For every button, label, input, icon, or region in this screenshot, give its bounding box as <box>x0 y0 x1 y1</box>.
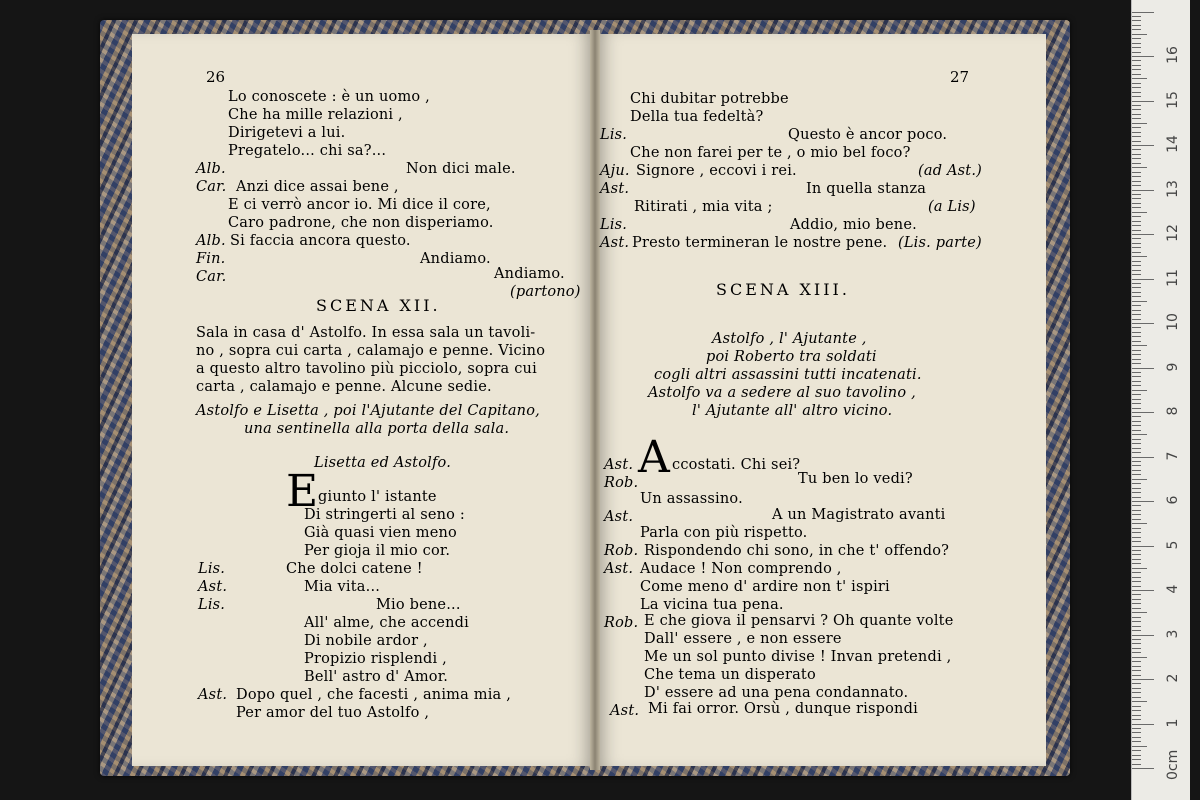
ruler-tick <box>1132 430 1141 431</box>
verse-line: E ci verrò ancor io. Mi dice il core, <box>228 197 491 213</box>
ruler-tick <box>1132 439 1141 440</box>
ruler-tick <box>1132 279 1154 280</box>
ruler-tick <box>1132 101 1154 102</box>
ruler-tick <box>1132 661 1141 662</box>
ruler-tick <box>1132 412 1154 413</box>
ruler-tick <box>1132 394 1141 395</box>
ruler-tick <box>1132 190 1154 191</box>
ruler-tick <box>1132 630 1141 631</box>
verse-line: Dirigetevi a lui. <box>228 125 346 141</box>
ruler-tick <box>1132 465 1141 466</box>
ruler-tick <box>1132 52 1141 53</box>
ruler-tick <box>1132 652 1141 653</box>
ruler-tick <box>1132 221 1141 222</box>
ruler-tick <box>1132 461 1141 462</box>
ruler-tick <box>1132 474 1141 475</box>
ruler-tick <box>1132 675 1141 676</box>
ruler-tick <box>1132 443 1141 444</box>
verse-line: Anzi dice assai bene , <box>236 179 399 195</box>
ruler-tick <box>1132 421 1141 422</box>
ruler-tick <box>1132 608 1141 609</box>
speaker-label: Rob. <box>604 475 639 491</box>
verse-line: Signore , eccovi i rei. <box>636 163 797 179</box>
ruler-number: 1 <box>1165 718 1181 727</box>
ruler-tick <box>1132 666 1141 667</box>
verse-line: E che giova il pensarvi ? Oh quante volte <box>644 613 954 629</box>
verse-line: Che tema un disperato <box>644 667 816 683</box>
ruler-tick <box>1132 559 1141 560</box>
ruler-tick <box>1132 715 1141 716</box>
speaker-label: Ast. <box>604 509 634 525</box>
ruler-tick <box>1132 741 1141 742</box>
ruler-number: 0cm <box>1165 749 1181 780</box>
ruler-tick <box>1132 683 1141 684</box>
ruler-tick <box>1132 310 1141 311</box>
ruler-tick <box>1132 550 1141 551</box>
verse-line: Per gioja il mio cor. <box>304 543 451 559</box>
verse-line: Audace ! Non comprendo , <box>640 561 842 577</box>
ruler-tick <box>1132 457 1154 458</box>
ruler-tick <box>1132 599 1141 600</box>
verse-line: A un Magistrato avanti <box>772 507 946 523</box>
verse-line: Tu ben lo vedi? <box>798 471 913 487</box>
ruler-tick <box>1132 198 1141 199</box>
ruler-tick <box>1132 519 1141 520</box>
stage-direction: (ad Ast.) <box>918 163 982 179</box>
ruler-tick <box>1132 314 1141 315</box>
verse-line: Addio, mio bene. <box>790 217 917 233</box>
speaker-label: Lis. <box>198 561 226 577</box>
ruler-tick <box>1132 577 1141 578</box>
verse-line: Pregatelo... chi sa?... <box>228 143 387 159</box>
ruler-tick <box>1132 390 1147 391</box>
ruler-tick <box>1132 648 1141 649</box>
speaker-label: Rob. <box>604 543 639 559</box>
ruler-tick <box>1132 759 1141 760</box>
verse-line: All' alme, che accendi <box>304 615 469 631</box>
ruler-number: 15 <box>1165 90 1181 109</box>
ruler-tick <box>1132 34 1147 35</box>
ruler-tick <box>1132 332 1141 333</box>
ruler-tick <box>1132 470 1141 471</box>
verse-line: Che ha mille relazioni , <box>228 107 403 123</box>
ruler-tick <box>1132 732 1141 733</box>
ruler-tick <box>1132 225 1141 226</box>
ruler-tick <box>1132 287 1141 288</box>
verse-line: Già quasi vien meno <box>304 525 457 541</box>
speaker-label: Ast. <box>198 687 228 703</box>
ruler-tick <box>1132 74 1141 75</box>
ruler-number: 10 <box>1165 313 1181 331</box>
verse-line: Propizio risplendi , <box>304 651 447 667</box>
ruler-tick <box>1132 657 1147 658</box>
ruler-number: 6 <box>1165 495 1181 505</box>
characters-line: cogli altri assassini tutti incatenati. <box>654 367 922 383</box>
ruler-tick <box>1132 679 1154 680</box>
ruler-tick <box>1132 528 1141 529</box>
ruler-number: 2 <box>1165 673 1181 683</box>
ruler-tick <box>1132 47 1141 48</box>
ruler-tick <box>1132 728 1141 729</box>
drop-cap: E <box>286 466 319 517</box>
ruler-tick <box>1132 764 1141 765</box>
characters-line: Astolfo , l' Ajutante , <box>712 331 867 347</box>
ruler-tick <box>1132 181 1141 182</box>
ruler-tick <box>1132 158 1141 159</box>
speaker-label: Ast. <box>600 181 630 197</box>
scene-heading-xii: SCENA XII. <box>316 296 441 315</box>
measuring-ruler <box>1131 0 1190 800</box>
verse-line: Che dolci catene ! <box>286 561 423 577</box>
ruler-tick <box>1132 296 1141 297</box>
ruler-tick <box>1132 359 1141 360</box>
characters-line: una sentinella alla porta della sala. <box>244 421 510 437</box>
ruler-tick <box>1132 408 1141 409</box>
speaker-label: Car. <box>196 269 227 285</box>
ruler-tick <box>1132 43 1141 44</box>
speaker-label: Lis. <box>600 127 628 143</box>
ruler-tick <box>1132 586 1141 587</box>
ruler-tick <box>1132 230 1141 231</box>
ruler-tick <box>1132 563 1141 564</box>
ruler-tick <box>1132 590 1154 591</box>
verse-line: Parla con più rispetto. <box>640 525 808 541</box>
verse-line: Dopo quel , che facesti , anima mia , <box>236 687 512 703</box>
scene-heading-xiii: SCENA XIII. <box>716 280 850 299</box>
speaker-label: Alb. <box>196 161 226 177</box>
description-line: no , sopra cui carta , calamajo e penne. Vicino <box>196 343 546 359</box>
ruler-tick <box>1132 448 1141 449</box>
ruler-tick <box>1132 145 1154 146</box>
ruler-tick <box>1132 305 1141 306</box>
ruler-tick <box>1132 323 1154 324</box>
ruler-tick <box>1132 737 1141 738</box>
stage-direction: (partono) <box>510 284 581 300</box>
ruler-tick <box>1132 488 1141 489</box>
ruler-number: 16 <box>1165 46 1181 64</box>
ruler-tick <box>1132 25 1141 26</box>
ruler-tick <box>1132 336 1141 337</box>
ruler-tick <box>1132 65 1141 66</box>
ruler-tick <box>1132 372 1141 373</box>
ruler-tick <box>1132 621 1141 622</box>
speaker-label: Aju. <box>600 163 630 179</box>
ruler-tick <box>1132 194 1141 195</box>
description-line: Sala in casa d' Astolfo. In essa sala un tavoli- <box>196 325 536 341</box>
stage-direction: (a Lis) <box>928 199 976 215</box>
ruler-tick <box>1132 719 1141 720</box>
characters-line: Astolfo va a sedere al suo tavolino , <box>648 385 916 401</box>
ruler-tick <box>1132 692 1141 693</box>
ruler-tick <box>1132 643 1141 644</box>
verse-line: Rispondendo chi sono, in che t' offendo? <box>644 543 950 559</box>
ruler-tick <box>1132 483 1141 484</box>
ruler-tick <box>1132 688 1141 689</box>
verse-line: Ritirati , mia vita ; <box>634 199 773 215</box>
ruler-tick <box>1132 537 1141 538</box>
ruler-tick <box>1132 234 1154 235</box>
book-gutter <box>590 30 600 770</box>
ruler-tick <box>1132 568 1147 569</box>
ruler-tick <box>1132 368 1154 369</box>
speaker-label: Ast. <box>198 579 228 595</box>
ruler-tick <box>1132 274 1141 275</box>
ruler-number: 13 <box>1165 179 1181 198</box>
ruler-tick <box>1132 612 1147 613</box>
ruler-tick <box>1132 238 1141 239</box>
ruler-tick <box>1132 425 1141 426</box>
page-number-left: 26 <box>206 68 226 86</box>
ruler-tick <box>1132 639 1141 640</box>
verse-line: Andiamo. <box>420 251 491 267</box>
verse-line: D' essere ad una pena condannato. <box>644 685 909 701</box>
ruler-tick <box>1132 617 1141 618</box>
ruler-tick <box>1132 207 1141 208</box>
ruler-tick <box>1132 96 1141 97</box>
ruler-tick <box>1132 12 1154 13</box>
duet-header: Lisetta ed Astolfo. <box>314 455 452 471</box>
description-line: carta , calamajo e penne. Alcune sedie. <box>196 379 492 395</box>
ruler-tick <box>1132 381 1141 382</box>
ruler-tick <box>1132 603 1141 604</box>
ruler-tick <box>1132 163 1141 164</box>
speaker-label: Ast. <box>604 561 634 577</box>
ruler-tick <box>1132 109 1141 110</box>
verse-line: Caro padrone, che non disperiamo. <box>228 215 494 231</box>
verse-line: Me un sol punto divise ! Invan pretendi , <box>644 649 952 665</box>
ruler-tick <box>1132 581 1141 582</box>
description-line: a questo altro tavolino più picciolo, sopra cui <box>196 361 537 377</box>
ruler-tick <box>1132 724 1154 725</box>
ruler-tick <box>1132 546 1154 547</box>
speaker-label: Alb. <box>196 233 226 249</box>
ruler-tick <box>1132 385 1141 386</box>
ruler-tick <box>1132 38 1141 39</box>
ruler-tick <box>1132 29 1141 30</box>
speaker-label: Fin. <box>196 251 226 267</box>
ruler-tick <box>1132 327 1141 328</box>
verse-line: Non dici male. <box>406 161 516 177</box>
speaker-label: Rob. <box>604 615 639 631</box>
ruler-tick <box>1132 492 1141 493</box>
ruler-tick <box>1132 514 1141 515</box>
ruler-tick <box>1132 363 1141 364</box>
ruler-tick <box>1132 176 1141 177</box>
ruler-tick <box>1132 69 1141 70</box>
ruler-tick <box>1132 243 1141 244</box>
verse-line: Mio bene... <box>376 597 461 613</box>
ruler-tick <box>1132 670 1141 671</box>
verse-line: Chi dubitar potrebbe <box>630 91 789 107</box>
ruler-tick <box>1132 403 1141 404</box>
ruler-tick <box>1132 710 1141 711</box>
ruler-tick <box>1132 350 1141 351</box>
ruler-tick <box>1132 118 1141 119</box>
verse-line: Si faccia ancora questo. <box>230 233 411 249</box>
page-number-right: 27 <box>950 68 970 86</box>
ruler-tick <box>1132 56 1154 57</box>
speaker-label: Lis. <box>600 217 628 233</box>
ruler-tick <box>1132 203 1141 204</box>
verse-line: Questo è ancor poco. <box>788 127 948 143</box>
ruler-tick <box>1132 114 1141 115</box>
ruler-tick <box>1132 283 1141 284</box>
ruler-tick <box>1132 87 1141 88</box>
ruler-tick <box>1132 172 1141 173</box>
ruler-tick <box>1132 132 1141 133</box>
ruler-tick <box>1132 83 1141 84</box>
ruler-tick <box>1132 554 1141 555</box>
ruler-tick <box>1132 345 1147 346</box>
verse-line: Di stringerti al seno : <box>304 507 465 523</box>
verse-line: In quella stanza <box>806 181 927 197</box>
ruler-tick <box>1132 292 1141 293</box>
ruler-tick <box>1132 154 1141 155</box>
ruler-tick <box>1132 572 1141 573</box>
ruler-tick <box>1132 141 1141 142</box>
ruler-number: 8 <box>1165 406 1181 416</box>
verse-line: Di nobile ardor , <box>304 633 428 649</box>
speaker-label: Car. <box>196 179 227 195</box>
ruler-tick <box>1132 594 1141 595</box>
ruler-tick <box>1132 399 1141 400</box>
verse-line: Della tua fedeltà? <box>630 109 764 125</box>
ruler-number: 11 <box>1165 268 1181 287</box>
speaker-label: Ast. <box>604 457 634 473</box>
ruler-tick <box>1132 452 1141 453</box>
speaker-label: Ast. <box>600 235 630 251</box>
ruler-tick <box>1132 261 1141 262</box>
ruler-number: 12 <box>1165 224 1181 242</box>
verse-line: ccostati. Chi sei? <box>672 457 801 473</box>
ruler-tick <box>1132 105 1141 106</box>
verse-line: Che non farei per te , o mio bel foco? <box>630 145 911 161</box>
ruler-tick <box>1132 270 1141 271</box>
verse-line: Mia vita... <box>304 579 381 595</box>
verse-line: Presto termineran le nostre pene. <box>632 235 888 251</box>
ruler-tick <box>1132 127 1141 128</box>
ruler-tick <box>1132 497 1141 498</box>
speaker-label: Lis. <box>198 597 226 613</box>
ruler-tick <box>1132 20 1141 21</box>
ruler-tick <box>1132 301 1147 302</box>
ruler-number: 3 <box>1165 629 1181 638</box>
ruler-tick <box>1132 697 1141 698</box>
verse-line: Dall' essere , e non essere <box>644 631 842 647</box>
ruler-tick <box>1132 16 1141 17</box>
characters-line: poi Roberto tra soldati <box>706 349 877 365</box>
characters-line: l' Ajutante all' altro vicino. <box>692 403 893 419</box>
ruler-tick <box>1132 341 1141 342</box>
verse-line: Un assassino. <box>640 491 743 507</box>
drop-cap: A <box>638 432 670 483</box>
ruler-tick <box>1132 185 1141 186</box>
ruler-number: 5 <box>1165 540 1181 549</box>
ruler-number: 4 <box>1165 584 1181 594</box>
ruler-tick <box>1132 523 1147 524</box>
verse-line: Come meno d' ardire non t' ispiri <box>640 579 890 595</box>
ruler-tick <box>1132 123 1147 124</box>
ruler-number: 14 <box>1165 135 1181 153</box>
ruler-tick <box>1132 216 1141 217</box>
ruler-tick <box>1132 706 1141 707</box>
ruler-tick <box>1132 319 1141 320</box>
ruler-tick <box>1132 256 1147 257</box>
ruler-tick <box>1132 376 1141 377</box>
ruler-tick <box>1132 247 1141 248</box>
ruler-tick <box>1132 479 1147 480</box>
verse-line: Andiamo. <box>494 266 565 282</box>
ruler-tick <box>1132 541 1141 542</box>
ruler-tick <box>1132 755 1141 756</box>
verse-line: Bell' astro d' Amor. <box>304 669 449 685</box>
ruler-tick <box>1132 750 1141 751</box>
ruler-tick <box>1132 416 1141 417</box>
verse-line: Lo conoscete : è un uomo , <box>228 89 430 105</box>
ruler-tick <box>1132 532 1141 533</box>
verse-line: giunto l' istante <box>318 489 437 505</box>
ruler-tick <box>1132 78 1147 79</box>
verse-line: Per amor del tuo Astolfo , <box>236 705 430 721</box>
ruler-tick <box>1132 746 1147 747</box>
ruler-number: 7 <box>1165 451 1181 460</box>
ruler-tick <box>1132 501 1154 502</box>
ruler-tick <box>1132 626 1141 627</box>
ruler-tick <box>1132 701 1147 702</box>
speaker-label: Ast. <box>610 703 640 719</box>
verse-line: La vicina tua pena. <box>640 597 784 613</box>
ruler-tick <box>1132 60 1141 61</box>
ruler-tick <box>1132 505 1141 506</box>
ruler-tick <box>1132 354 1141 355</box>
ruler-tick <box>1132 434 1147 435</box>
ruler-tick <box>1132 510 1141 511</box>
ruler-tick <box>1132 136 1141 137</box>
stage-direction: (Lis. parte) <box>898 235 982 251</box>
ruler-tick <box>1132 265 1141 266</box>
characters-line: Astolfo e Lisetta , poi l'Ajutante del Capitano, <box>196 403 540 419</box>
ruler-tick <box>1132 252 1141 253</box>
verse-line: Mi fai orror. Orsù , dunque rispondi <box>648 701 918 717</box>
ruler-tick <box>1132 167 1147 168</box>
ruler-tick <box>1132 212 1147 213</box>
ruler-tick <box>1132 149 1141 150</box>
ruler-tick <box>1132 768 1154 769</box>
ruler-number: 9 <box>1165 362 1181 371</box>
ruler-tick <box>1132 635 1154 636</box>
ruler-tick <box>1132 92 1141 93</box>
